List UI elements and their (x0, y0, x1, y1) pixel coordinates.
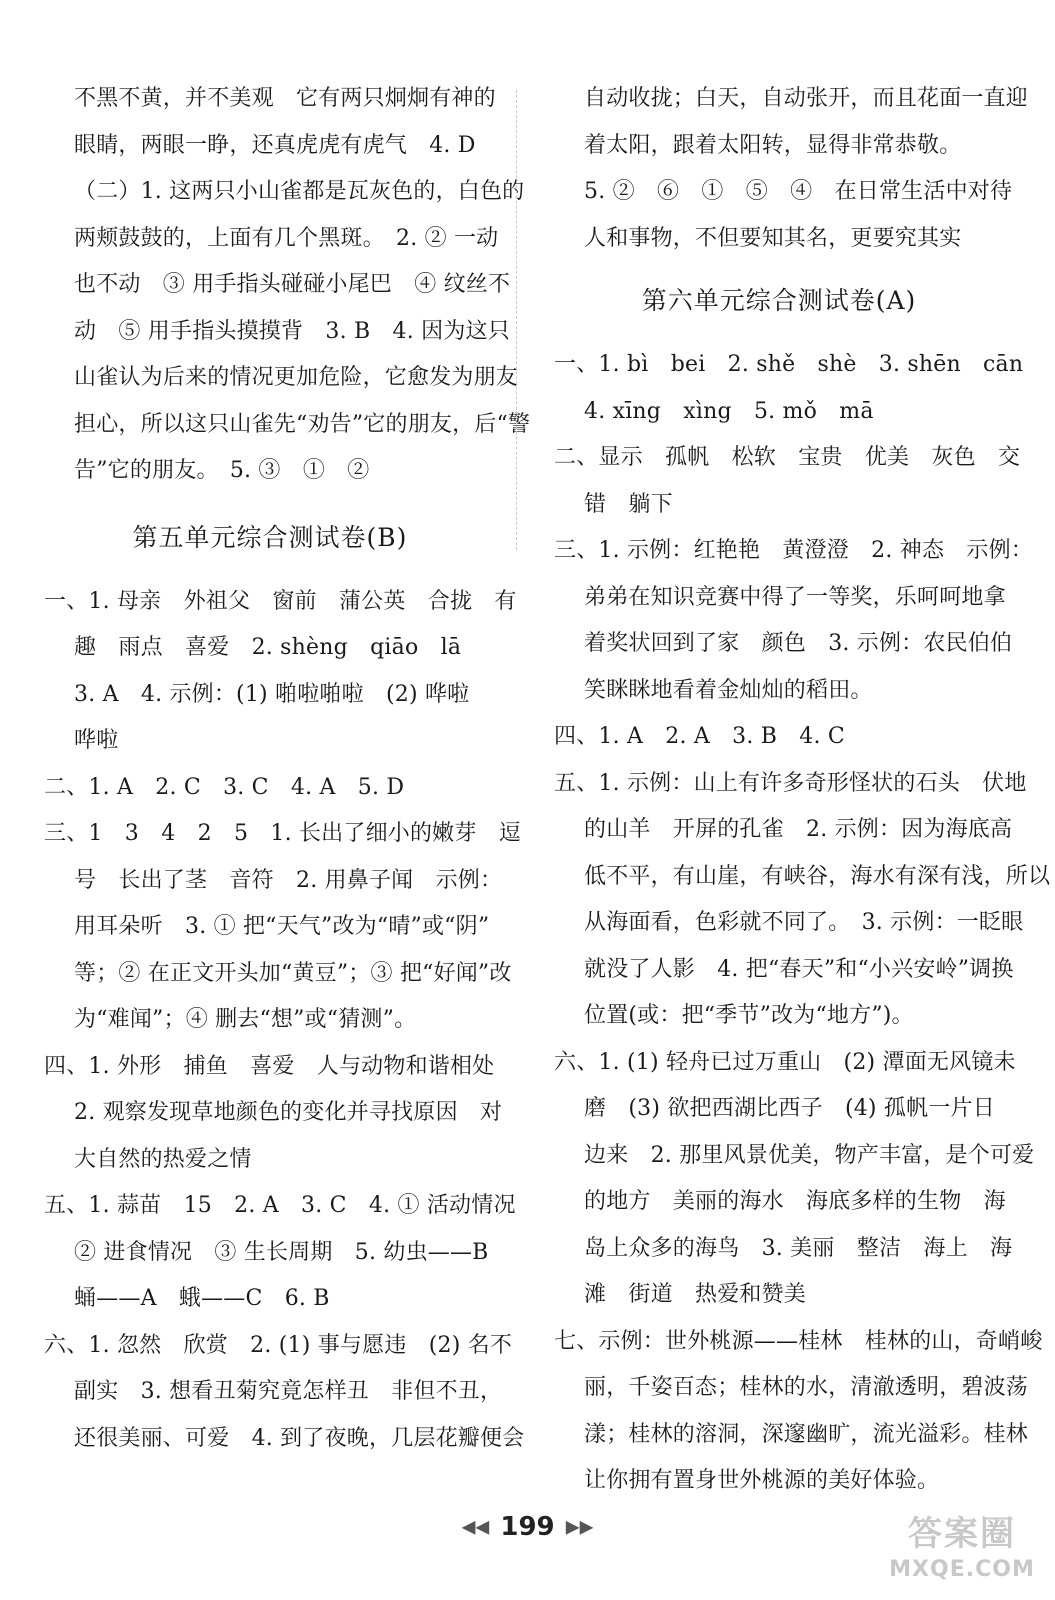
watermark-logo (877, 1512, 1047, 1592)
answer-line: 错 躺下 (584, 491, 673, 517)
answer-line: 三、1 3 4 2 5 1. 长出了细小的嫩芽 逗 (44, 821, 521, 846)
answer-line: 为“难闻”；④ 删去“想”或“猜测”。 (74, 1007, 417, 1032)
unit6-heading: 第六单元综合测试卷(A) (641, 286, 917, 315)
answer-line: 趣 雨点 喜爱 2. shèng qiāo lā (74, 635, 462, 660)
answer-line: 自动收拢；白天，自动张开，而且花面一直迎 (584, 86, 1029, 111)
watermark-bottom: MXQE.COM (889, 1557, 1035, 1582)
right-top-block (584, 76, 1029, 262)
answer-line: 从海面看，色彩就不同了。 3. 示例：一眨眼 (584, 910, 1024, 935)
answer-line: 动 ⑤ 用手指头摸摸背 3. B 4. 因为这只 (74, 318, 510, 344)
prev-page-icon: ◀◀ (461, 1516, 490, 1538)
answer-line: 副实 3. 想看丑菊究竟怎样丑 非但不丑， (74, 1379, 503, 1404)
answer-line: 两颊鼓鼓的，上面有几个黑斑。 2. ② 一动 (74, 225, 499, 251)
answer-line: 不黑不黄，并不美观 它有两只炯炯有神的 (74, 86, 496, 111)
answer-line: 六、1. 忽然 欣赏 2. (1) 事与愿违 (2) 名不 (44, 1332, 513, 1358)
column-divider (516, 90, 517, 550)
answer-line: 一、1. 母亲 外祖父 窗前 蒲公英 合拢 有 (44, 588, 517, 614)
answer-line: 岛上众多的海鸟 3. 美丽 整洁 海上 海 (584, 1235, 1013, 1261)
answer-line: 还很美丽、可爱 4. 到了夜晚，几层花瓣便会 (74, 1425, 525, 1451)
answer-line: 眼睛，两眼一睁，还真虎虎有虎气 4. D (74, 132, 476, 158)
unit6-answers (554, 342, 1051, 1505)
answer-line: 四、1. A 2. A 3. B 4. C (554, 724, 845, 749)
answer-line: 人和事物，不但要知其名，更要究其实 (584, 225, 962, 251)
answer-line: 丽，千姿百态；桂林的水，清澈透明，碧波荡 (584, 1375, 1029, 1400)
unit5-heading: 第五单元综合测试卷(B) (132, 522, 408, 552)
answer-line: 的地方 美丽的海水 海底多样的生物 海 (584, 1189, 1006, 1214)
left-column (44, 76, 531, 1462)
answer-line: 漾；桂林的溶洞，深邃幽旷，流光溢彩。桂林 (584, 1421, 1029, 1447)
answer-line: 低不平，有山崖，有峡谷，海水有深有浅，所以 (584, 863, 1051, 889)
answer-line: 三、1. 示例：红艳艳 黄澄澄 2. 神态 示例： (554, 538, 1033, 563)
left-top-block (74, 76, 531, 495)
answer-line: 边来 2. 那里风景优美，物产丰富，是个可爱 (584, 1142, 1035, 1168)
answer-line: 告”它的朋友。 5. ③ ① ② (74, 458, 370, 483)
answer-line: 二、显示 孤帆 松软 宝贵 优美 灰色 交 (554, 445, 1021, 470)
answer-line: 笑眯眯地看着金灿灿的稻田。 (584, 677, 873, 703)
answer-line: 也不动 ③ 用手指头碰碰小尾巴 ④ 纹丝不 (74, 272, 511, 297)
answer-line: 山雀认为后来的情况更加危险，它愈发为朋友 (74, 365, 519, 390)
answer-line: 弟弟在知识竞赛中得了一等奖，乐呵呵地拿 (584, 584, 1006, 610)
answer-line: 着奖状回到了家 颜色 3. 示例：农民伯伯 (584, 631, 1013, 656)
answer-line: 号 长出了茎 音符 2. 用鼻子闻 示例： (74, 867, 503, 893)
answer-line: 二、1. A 2. C 3. C 4. A 5. D (44, 774, 405, 800)
right-column (554, 76, 1051, 1505)
answer-line: 一、1. bì bei 2. shě shè 3. shēn cān (554, 352, 1024, 377)
answer-line: 就没了人影 4. 把“春天”和“小兴安岭”调换 (584, 956, 1014, 982)
next-page-icon: ▶▶ (565, 1516, 594, 1538)
answer-line: 六、1. (1) 轻舟已过万重山 (2) 潭面无风镜未 (554, 1049, 1016, 1075)
answer-line: 滩 街道 热爱和赞美 (584, 1282, 807, 1307)
answer-line: 五、1. 蒜苗 15 2. A 3. C 4. ① 活动情况 (44, 1193, 516, 1218)
answer-line: 等；② 在正文开头加“黄豆”；③ 把“好闻”改 (74, 960, 512, 986)
answer-line: 位置(或：把“季节”改为“地方”)。 (584, 1003, 914, 1028)
answer-line: 四、1. 外形 捕鱼 喜爱 人与动物和谐相处 (44, 1053, 495, 1079)
answer-line: 哗啦 (74, 728, 119, 753)
answer-line: 磨 (3) 欲把西湖比西子 (4) 孤帆一片日 (584, 1096, 995, 1121)
answer-line: 用耳朵听 3. ① 把“天气”改为“晴”或“阴” (74, 914, 490, 939)
answer-line: 2. 观察发现草地颜色的变化并寻找原因 对 (74, 1100, 503, 1125)
answer-line: 大自然的热爱之情 (74, 1146, 252, 1172)
answer-line: 5. ② ⑥ ① ⑤ ④ 在日常生活中对待 (584, 179, 1013, 204)
answer-line: 着太阳，跟着太阳转，显得非常恭敬。 (584, 132, 962, 158)
answer-line: 3. A 4. 示例：(1) 啪啦啪啦 (2) 哗啦 (74, 681, 470, 707)
answer-line: 七、示例：世外桃源——桂林 桂林的山，奇峭峻 (554, 1328, 1043, 1354)
answer-line: 4. xīng xìng 5. mǒ mā (584, 398, 874, 424)
answer-line: 蛹——A 蛾——C 6. B (74, 1286, 330, 1311)
answer-line: 五、1. 示例：山上有许多奇形怪状的石头 伏地 (554, 770, 1027, 796)
answer-line: ② 进食情况 ③ 生长周期 5. 幼虫——B (74, 1239, 489, 1265)
page-number: 199 (500, 1512, 555, 1542)
unit5-answers (44, 579, 525, 1463)
answer-line: （二）1. 这两只小山雀都是瓦灰色的，白色的 (74, 179, 525, 204)
answer-line: 担心，所以这只山雀先“劝告”它的朋友，后“警 (74, 411, 531, 437)
watermark-top: 答案圈 (908, 1514, 1016, 1554)
answer-line: 让你拥有置身世外桃源的美好体验。 (584, 1468, 940, 1493)
answer-line: 的山羊 开屏的孔雀 2. 示例：因为海底高 (584, 817, 1013, 842)
